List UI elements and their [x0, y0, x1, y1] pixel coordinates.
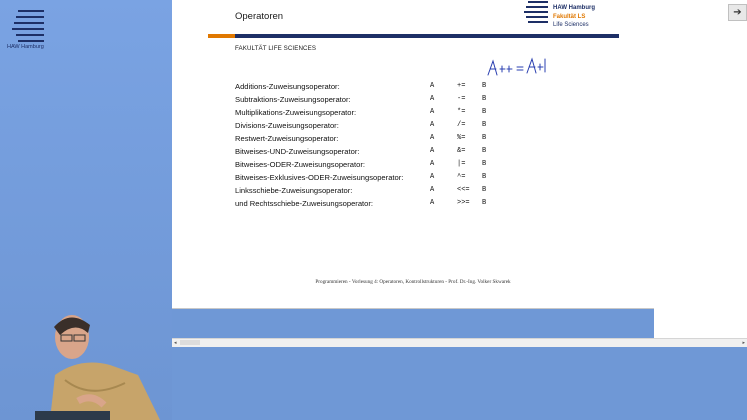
operand-left: A — [430, 199, 435, 207]
operand-left: A — [430, 186, 435, 194]
operator-symbol: |= — [457, 160, 466, 168]
header-rule-accent — [208, 34, 235, 38]
operator-symbol: >>= — [457, 199, 470, 207]
operator-label: Divisions-Zuweisungsoperator: — [235, 121, 339, 130]
operator-symbol: += — [457, 82, 466, 90]
operator-label: Restwert-Zuweisungsoperator: — [235, 134, 339, 143]
operator-symbol: -= — [457, 95, 466, 103]
operator-label: Subtraktions-Zuweisungsoperator: — [235, 95, 351, 104]
operand-left: A — [430, 134, 435, 142]
operator-symbol: <<= — [457, 186, 470, 194]
header-line-1: HAW Hamburg — [553, 5, 595, 11]
operator-symbol: &= — [457, 147, 466, 155]
horizontal-scrollbar[interactable] — [172, 338, 747, 347]
operator-symbol: /= — [457, 121, 466, 129]
operand-right: B — [482, 147, 487, 155]
scroll-left-icon[interactable]: ◂ — [174, 340, 177, 346]
operand-left: A — [430, 121, 435, 129]
operand-right: B — [482, 108, 487, 116]
slide-footer: Programmieren - Vorlesung 4: Operatoren, Kontrollstrukturen - Prof. Dr.-Ing. Volker Skwarek — [315, 279, 511, 285]
slide-canvas — [172, 0, 655, 309]
scroll-right-icon[interactable]: ▸ — [742, 340, 745, 346]
operand-left: A — [430, 108, 435, 116]
header-institution — [553, 4, 595, 30]
slide-title: Operatoren — [235, 11, 284, 22]
header-rule — [235, 34, 619, 38]
scrollbar-thumb[interactable] — [180, 340, 200, 345]
operator-symbol: %= — [457, 134, 466, 142]
operand-right: B — [482, 160, 487, 168]
viewer-margin — [654, 0, 747, 338]
operator-label: Multiplikations-Zuweisungsoperator: — [235, 108, 357, 117]
operand-right: B — [482, 134, 487, 142]
next-slide-button[interactable] — [728, 4, 747, 21]
faculty-label: FAKULTÄT LIFE SCIENCES — [235, 45, 317, 52]
operator-label: Bitweises-UND-Zuweisungsoperator: — [235, 147, 360, 156]
operand-right: B — [482, 199, 487, 207]
header-line-2: Fakultät LS — [553, 13, 586, 20]
header-line-3: Life Sciences — [553, 22, 589, 28]
operand-right: B — [482, 121, 487, 129]
operand-left: A — [430, 95, 435, 103]
operand-right: B — [482, 186, 487, 194]
logo-caption: HAW Hamburg — [7, 44, 44, 50]
operand-right: B — [482, 95, 487, 103]
haw-header-logo — [522, 0, 550, 22]
operand-left: A — [430, 173, 435, 181]
operator-label: Bitweises-Exklusives-ODER-Zuweisungsoperator: — [235, 173, 404, 182]
operand-right: B — [482, 82, 487, 90]
operand-left: A — [430, 82, 435, 90]
operator-label: Additions-Zuweisungsoperator: — [235, 82, 340, 91]
arrow-right-icon: ➔ — [733, 7, 742, 18]
handwritten-annotation — [485, 55, 547, 79]
operator-label: Linksschiebe-Zuweisungsoperator: — [235, 186, 353, 195]
operator-symbol: ^= — [457, 173, 466, 181]
operator-symbol: *= — [457, 108, 466, 116]
presenter-video — [30, 305, 170, 420]
operand-right: B — [482, 173, 487, 181]
operator-label: und Rechtsschiebe-Zuweisungsoperator: — [235, 199, 374, 208]
operand-left: A — [430, 160, 435, 168]
operand-left: A — [430, 147, 435, 155]
operator-label: Bitweises-ODER-Zuweisungsoperator: — [235, 160, 365, 169]
